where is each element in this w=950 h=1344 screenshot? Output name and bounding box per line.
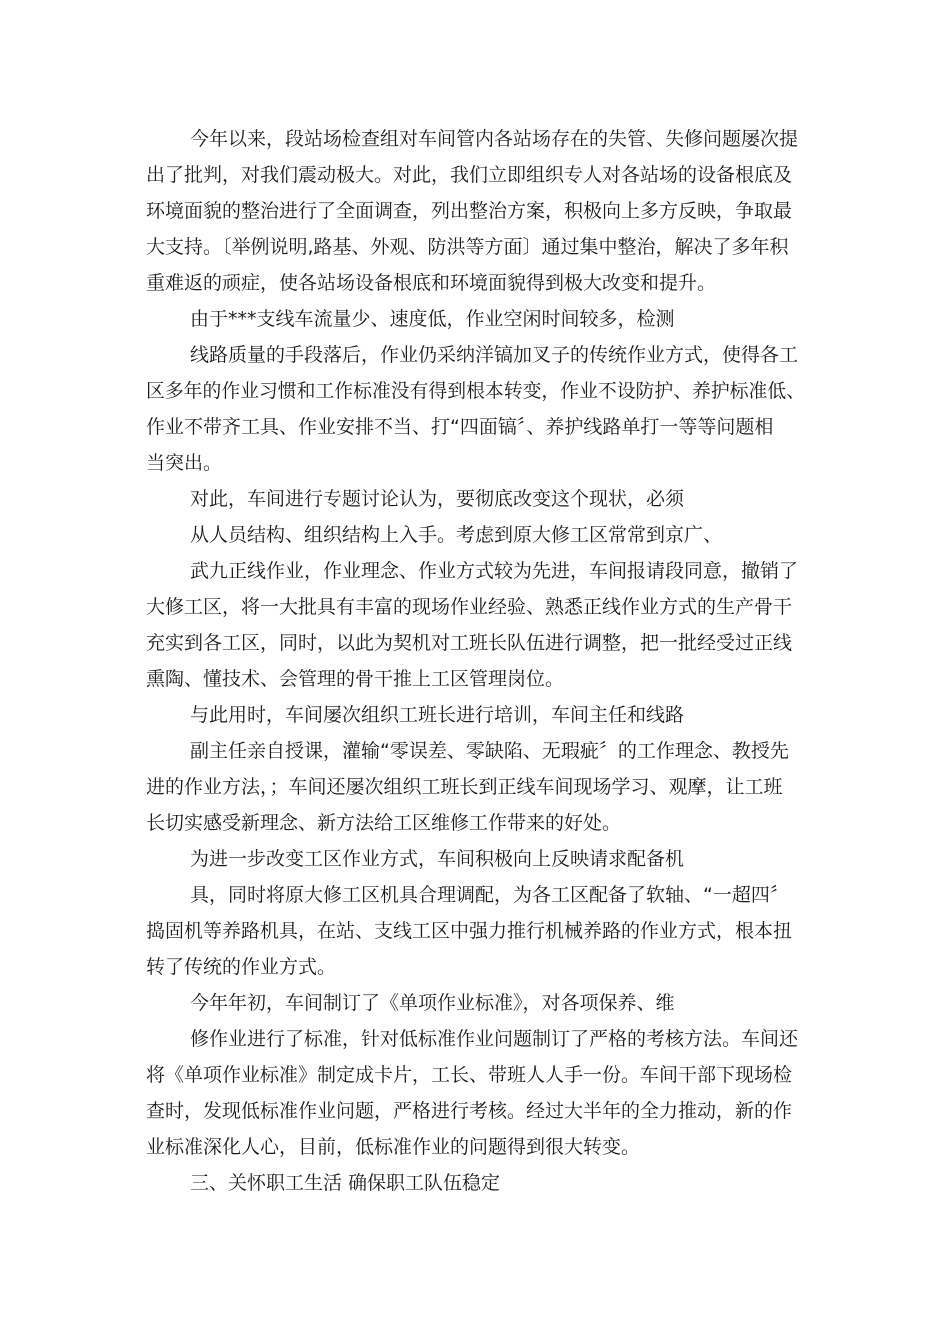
text-line: 与此用时，车间屡次组织工班长进行培训，车间主任和线路 (190, 704, 685, 726)
text-line: 线路质量的手段落后，作业仍采纳洋镐加叉子的传统作业方式，使得各工 (190, 344, 799, 366)
section-heading: 三、关怀职工生活 确保职工队伍稳定 (190, 1172, 501, 1194)
text-line: 捣固机等养路机具，在站、支线工区中强力推行机械养路的作业方式，根本扭 (146, 920, 793, 942)
text-line: 从人员结构、组织结构上入手。考虑到原大修工区常常到京广、 (190, 524, 723, 546)
text-line: 今年以来，段站场检查组对车间管内各站场存在的失管、失修问题屡次提 (190, 128, 799, 150)
text-line: 长切实感受新理念、新方法给工区维修工作带来的好处。 (146, 812, 622, 834)
text-line: 副主任亲自授课，灌输“零误差、零缺陷、无瑕疵〞的工作理念、教授先 (190, 740, 789, 762)
text-line: 环境面貌的整治进行了全面调查，列出整治方案，积极向上多方反映，争取最 (146, 200, 793, 222)
text-line: 大支持。〔举例说明,路基、外观、防洪等方面〕通过集中整治，解决了多年积 (146, 236, 789, 258)
text-line: 熏陶、懂技术、会管理的骨干推上工区管理岗位。 (146, 668, 565, 690)
text-line: 出了批判，对我们震动极大。对此，我们立即组织专人对各站场的设备根底及 (146, 164, 793, 186)
text-line: 武九正线作业，作业理念、作业方式较为先进，车间报请段同意，撤销了 (190, 560, 799, 582)
text-line: 具，同时将原大修工区机具合理调配，为各工区配备了软轴、“一超四〞 (190, 884, 789, 906)
text-line: 当突出。 (146, 452, 223, 474)
text-line: 充实到各工区，同时，以此为契机对工班长队伍进行调整，把一批经受过正线 (146, 632, 793, 654)
text-line: 区多年的作业习惯和工作标准没有得到根本转变，作业不设防护、养护标准低、 (146, 380, 806, 402)
text-line: 查时，发现低标准作业问题，严格进行考核。经过大半年的全力推动，新的作 (146, 1100, 793, 1122)
text-line: 将《单项作业标准》制定成卡片，工长、带班人人手一份。车间干部下现场检 (146, 1064, 793, 1086)
text-line: 由于***支线车流量少、速度低，作业空闲时间较多，检测 (190, 308, 675, 330)
text-line: 修作业进行了标准，针对低标准作业问题制订了严格的考核方法。车间还 (190, 1028, 799, 1050)
text-line: 作业不带齐工具、作业安排不当、打“四面镐〞、养护线路单打一等等问题相 (146, 416, 774, 438)
text-line: 进的作业方法，；车间还屡次组织工班长到正线车间现场学习、观摩，让工班 (146, 776, 783, 798)
text-line: 转了传统的作业方式。 (146, 956, 337, 978)
text-line: 业标准深化人心，目前，低标准作业的问题得到很大转变。 (146, 1136, 641, 1158)
text-line: 今年年初，车间制订了《单项作业标准》，对各项保养、维 (190, 992, 675, 1014)
text-line: 大修工区，将一大批具有丰富的现场作业经验、熟悉正线作业方式的生产骨干 (146, 596, 793, 618)
text-line: 为进一步改变工区作业方式，车间积极向上反映请求配备机 (190, 848, 685, 870)
text-line: 重难返的顽症，使各站场设备根底和环境面貌得到极大改变和提升。 (146, 272, 717, 294)
text-line: 对此，车间进行专题讨论认为，要彻底改变这个现状，必须 (190, 488, 685, 510)
